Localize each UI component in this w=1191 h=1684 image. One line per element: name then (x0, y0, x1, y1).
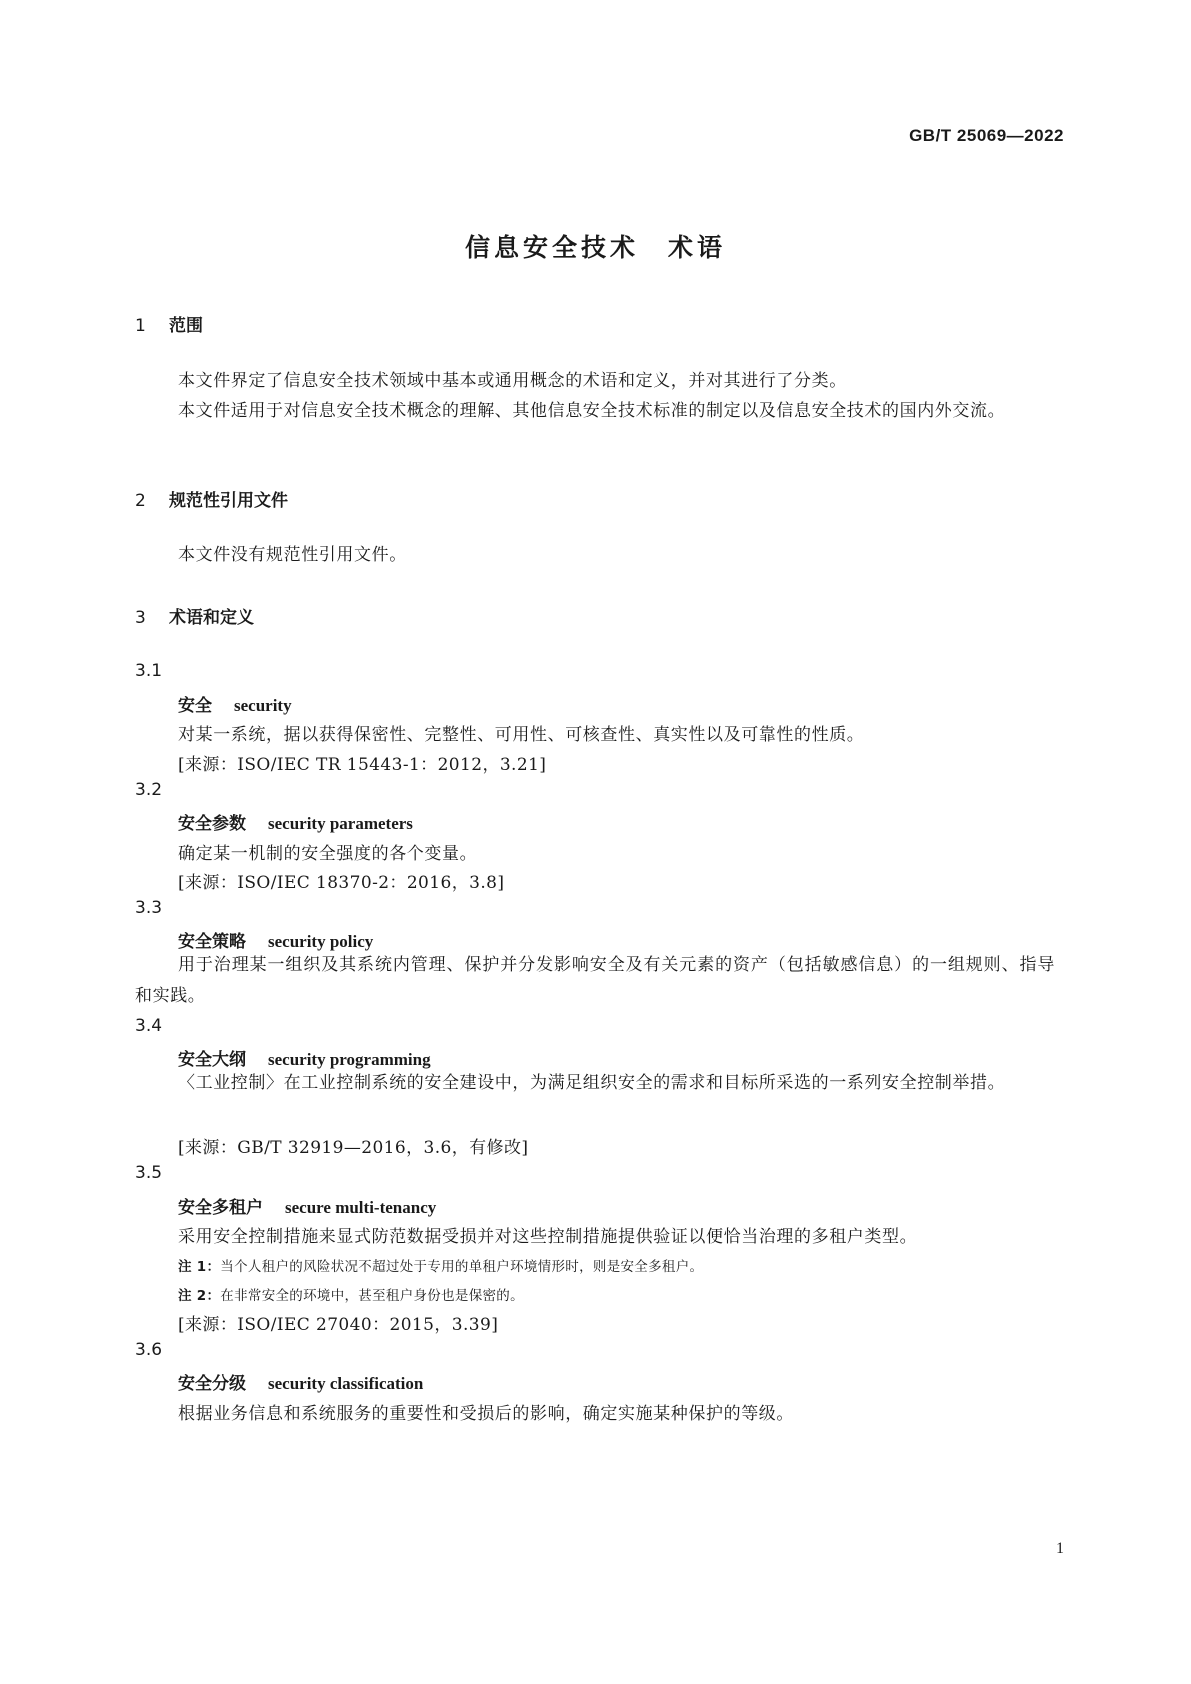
section-number: 2 (135, 491, 146, 511)
term-line (178, 1369, 423, 1394)
entry-number: 3.5 (135, 1163, 163, 1183)
term-zh: 安全策略 (178, 932, 246, 952)
document-title: 信息安全技术 术语 (464, 233, 726, 262)
entry-number: 3.6 (135, 1340, 163, 1360)
term-en: security policy (268, 932, 374, 951)
term-en: security programming (268, 1050, 431, 1069)
term-line (178, 927, 373, 952)
scope-paragraph-1: 本文件界定了信息安全技术领域中基本或通用概念的术语和定义，并对其进行了分类。 (178, 371, 847, 391)
standard-code: GB/T 25069—2022 (909, 126, 1064, 145)
section-number: 3 (135, 608, 146, 628)
term-line (178, 1193, 436, 1218)
term-definition: 〈工业控制〉在工业控制系统的安全建设中，为满足组织安全的需求和目标所采选的一系列安全控制举措。 (178, 1073, 1006, 1093)
page-number: 1 (1056, 1540, 1064, 1557)
term-line (178, 809, 413, 834)
section-2-heading (135, 486, 288, 511)
term-zh: 安全多租户 (178, 1198, 263, 1218)
section-title: 规范性引用文件 (169, 491, 288, 511)
note-label: 注 1： (178, 1259, 221, 1275)
normative-refs-paragraph: 本文件没有规范性引用文件。 (178, 545, 407, 565)
term-definition: 用于治理某一组织及其系统内管理、保护并分发影响安全及有关元素的资产（包括敏感信息）的一组规则、指导和实践。 (135, 955, 1055, 1006)
term-source: [来源：GB/T 32919—2016，3.6，有修改] (178, 1138, 529, 1158)
term-definition: 根据业务信息和系统服务的重要性和受损后的影响，确定实施某种保护的等级。 (178, 1404, 794, 1424)
section-number: 1 (135, 316, 146, 336)
entry-number: 3.1 (135, 661, 163, 681)
term-source: [来源：ISO/IEC 27040：2015，3.39] (178, 1315, 499, 1335)
entry-number: 3.2 (135, 780, 163, 800)
scope-paragraph-2: 本文件适用于对信息安全技术概念的理解、其他信息安全技术标准的制定以及信息安全技术的国内外交流。 (178, 401, 1006, 421)
term-line (178, 691, 292, 716)
section-title: 术语和定义 (169, 608, 254, 628)
entry-number: 3.3 (135, 898, 163, 918)
term-zh: 安全参数 (178, 814, 246, 834)
entry-number: 3.4 (135, 1016, 163, 1036)
section-1-heading (135, 311, 203, 336)
term-definition: 确定某一机制的安全强度的各个变量。 (178, 844, 478, 864)
term-source: [来源：ISO/IEC TR 15443-1：2012，3.21] (178, 755, 547, 775)
note-text: 在非常安全的环境中，甚至租户身份也是保密的。 (220, 1288, 524, 1304)
term-note (178, 1284, 524, 1304)
term-zh: 安全大纲 (178, 1050, 246, 1070)
term-line (178, 1045, 431, 1070)
term-en: security classification (268, 1374, 424, 1393)
term-zh: 安全分级 (178, 1374, 246, 1394)
term-en: security (234, 696, 292, 715)
section-title: 范围 (169, 316, 203, 336)
term-definition: 采用安全控制措施来显式防范数据受损并对这些控制措施提供验证以便恰当治理的多租户类型。 (178, 1227, 918, 1247)
term-en: security parameters (268, 814, 413, 833)
term-note (178, 1255, 703, 1275)
term-source: [来源：ISO/IEC 18370-2：2016，3.8] (178, 873, 505, 893)
section-3-heading (135, 603, 254, 628)
note-label: 注 2： (178, 1288, 221, 1304)
term-en: secure multi-tenancy (285, 1198, 437, 1217)
term-zh: 安全 (178, 696, 212, 716)
note-text: 当个人租户的风险状况不超过处于专用的单租户环境情形时，则是安全多租户。 (220, 1259, 704, 1275)
term-definition: 对某一系统，据以获得保密性、完整性、可用性、可核查性、真实性以及可靠性的性质。 (178, 725, 865, 745)
